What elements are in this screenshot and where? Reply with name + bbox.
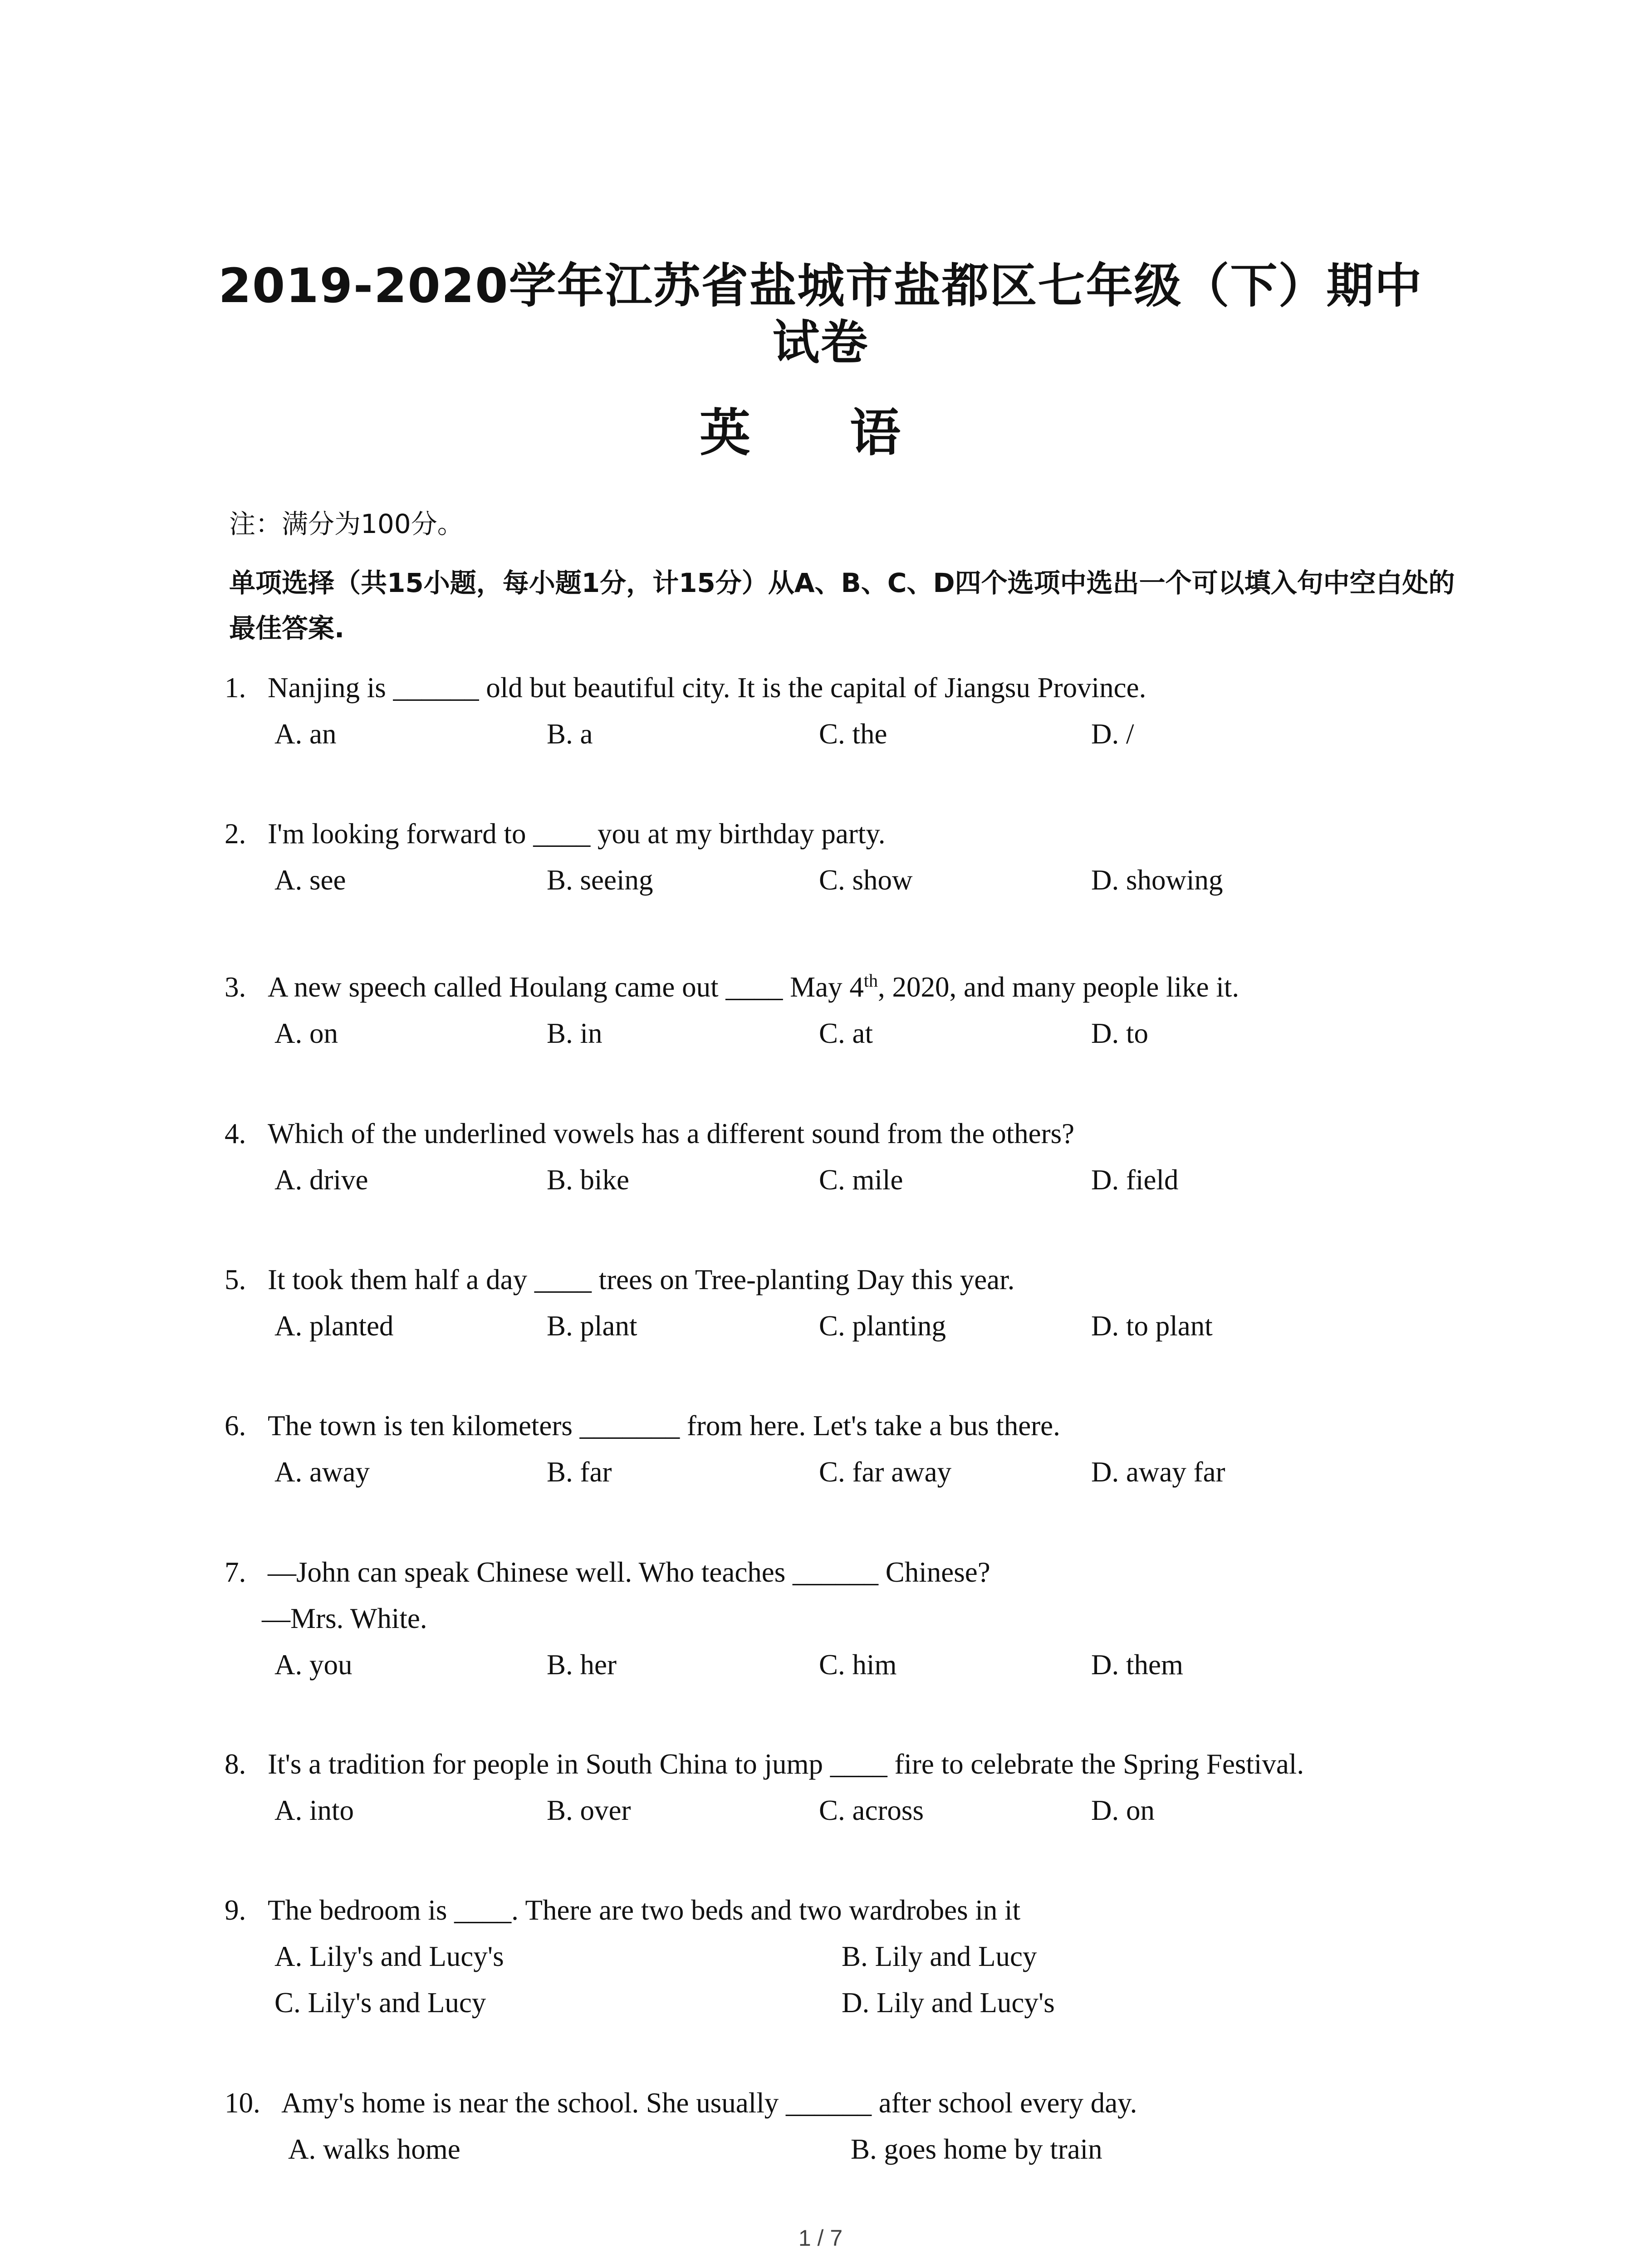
- question-stem: —John can speak Chinese well. Who teaches ______ Chinese?: [268, 1556, 990, 1588]
- question-7: [225, 1549, 1450, 1688]
- question-stem: I'm looking forward to ____ you at my birthday party.: [268, 818, 886, 850]
- dialog-reply: —Mrs. White.: [262, 1603, 427, 1634]
- question-10: [225, 2080, 1450, 2172]
- question-2: [225, 811, 1450, 903]
- question-4: [225, 1110, 1450, 1203]
- option-d: D. to: [1091, 1017, 1148, 1049]
- question-number: 5.: [225, 1264, 246, 1295]
- question-1: [225, 665, 1450, 757]
- option-c: C. show: [819, 864, 913, 896]
- question-number: 4.: [225, 1118, 246, 1149]
- page-number: 1 / 7: [798, 2225, 843, 2251]
- section-instructions: 单项选择（共15小题，每小题1分，计15分）从A、B、C、D四个选项中选出一个可以填入句中空白处的最佳答案.: [229, 567, 1455, 644]
- option-c: C. planting: [819, 1310, 946, 1342]
- question-number: 9.: [225, 1894, 246, 1926]
- option-b: B. over: [547, 1794, 631, 1826]
- option-b: B. Lily and Lucy: [842, 1941, 1037, 1972]
- option-b: B. in: [547, 1017, 603, 1049]
- option-c: C. Lily's and Lucy: [274, 1987, 486, 2019]
- option-b: B. goes home by train: [851, 2133, 1102, 2165]
- exam-title-line1: 2019-2020学年江苏省盐城市盐都区七年级（下）期中: [218, 258, 1423, 313]
- option-d: D. field: [1091, 1164, 1179, 1196]
- option-a: A. you: [274, 1649, 353, 1681]
- question-8: [225, 1741, 1450, 1833]
- option-c: C. the: [819, 718, 887, 750]
- question-stem: It took them half a day ____ trees on Tree-planting Day this year.: [268, 1264, 1015, 1295]
- option-c: C. across: [819, 1794, 924, 1826]
- question-stem: The bedroom is ____. There are two beds and two wardrobes in it: [268, 1894, 1021, 1926]
- option-d: D. showing: [1091, 864, 1223, 896]
- option-a: A. away: [274, 1456, 370, 1488]
- option-c: C. at: [819, 1017, 873, 1049]
- question-number: 1.: [225, 672, 246, 704]
- option-b: B. bike: [547, 1164, 629, 1196]
- question-stem: It's a tradition for people in South China to jump ____ fire to celebrate the Spring Festival.: [268, 1748, 1304, 1780]
- option-a: A. walks home: [288, 2133, 460, 2165]
- question-number: 7.: [225, 1556, 246, 1588]
- option-a: A. drive: [274, 1164, 368, 1196]
- question-stem: Amy's home is near the school. She usually ______ after school every day.: [281, 2087, 1137, 2119]
- option-d: D. to plant: [1091, 1310, 1213, 1342]
- subject-title: 英 语: [700, 404, 941, 463]
- question-number: 10.: [225, 2087, 260, 2119]
- option-a: A. see: [274, 864, 346, 896]
- option-b: B. seeing: [547, 864, 653, 896]
- question-stem-part2: , 2020, and many people like it.: [878, 971, 1239, 1003]
- option-c: C. him: [819, 1649, 897, 1681]
- option-d: D. on: [1091, 1794, 1155, 1826]
- question-number: 6.: [225, 1410, 246, 1442]
- ordinal-suffix: th: [863, 970, 878, 991]
- question-3: [225, 964, 1450, 1056]
- option-d: D. /: [1091, 718, 1134, 750]
- option-b: B. her: [547, 1649, 617, 1681]
- question-9: [225, 1887, 1450, 2026]
- option-a: A. an: [274, 718, 337, 750]
- question-6: [225, 1403, 1450, 1495]
- option-b: B. far: [547, 1456, 612, 1488]
- question-stem-part1: A new speech called Houlang came out ____ May 4: [268, 971, 864, 1003]
- question-stem: The town is ten kilometers _______ from here. Let's take a bus there.: [268, 1410, 1060, 1442]
- option-d: D. Lily and Lucy's: [842, 1987, 1055, 2019]
- exam-title-line2: 试卷: [772, 315, 869, 370]
- score-note: 注：满分为100分。: [229, 508, 464, 539]
- question-stem: Nanjing is ______ old but beautiful city. It is the capital of Jiangsu Province.: [268, 672, 1146, 704]
- option-d: D. them: [1091, 1649, 1183, 1681]
- question-number: 3.: [225, 971, 246, 1003]
- option-c: C. mile: [819, 1164, 903, 1196]
- question-number: 8.: [225, 1748, 246, 1780]
- question-stem: Which of the underlined vowels has a different sound from the others?: [268, 1118, 1075, 1149]
- option-c: C. far away: [819, 1456, 952, 1488]
- option-a: A. on: [274, 1017, 338, 1049]
- option-b: B. a: [547, 718, 593, 750]
- option-a: A. Lily's and Lucy's: [274, 1941, 504, 1972]
- option-d: D. away far: [1091, 1456, 1225, 1488]
- option-a: A. into: [274, 1794, 354, 1826]
- question-5: [225, 1256, 1450, 1349]
- option-b: B. plant: [547, 1310, 637, 1342]
- option-a: A. planted: [274, 1310, 394, 1342]
- question-number: 2.: [225, 818, 246, 850]
